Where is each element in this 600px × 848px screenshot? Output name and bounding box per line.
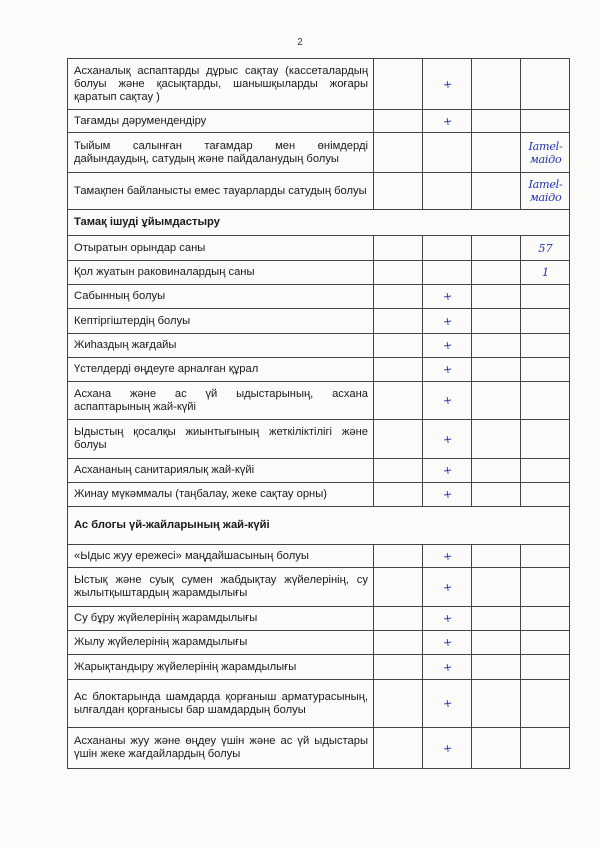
criterion-text: Асханалық аспаптарды дұрыс сақтау (кассеталардың болуы және қасықтарды, шанышқыларды жоғары қаратып сақтау ): [68, 59, 374, 110]
handwritten-note: Iamel-маiдо: [521, 133, 570, 173]
criterion-text: Асхананы жуу және өңдеу үшін және ас үй ыдыстары үшін жеке жағдайлардың болуы: [68, 728, 374, 769]
criterion-text: Отыратын орындар саны: [68, 236, 374, 261]
empty-cell: [374, 309, 423, 334]
checkmark-cell: [423, 655, 472, 680]
checklist-row: [68, 173, 570, 210]
empty-cell: [374, 680, 423, 728]
empty-cell: [521, 607, 570, 631]
empty-cell: [472, 285, 521, 309]
checklist-row: [68, 459, 570, 483]
empty-cell: [374, 59, 423, 110]
section-title: Ас блогы үй-жайларының жай-күйі: [68, 507, 570, 545]
empty-cell: [472, 309, 521, 334]
empty-cell: [374, 568, 423, 607]
checklist-row: [68, 382, 570, 420]
handwritten-plus-mark: +: [441, 463, 454, 478]
handwritten-count: 57: [521, 236, 570, 261]
handwritten-plus-mark: +: [441, 696, 454, 711]
empty-cell: [472, 459, 521, 483]
empty-cell: [374, 133, 423, 173]
empty-cell: [374, 261, 423, 285]
checkmark-cell: [423, 607, 472, 631]
empty-cell: [472, 173, 521, 210]
empty-cell: [374, 631, 423, 655]
criterion-text: Сабынның болуы: [68, 285, 374, 309]
checklist-row: [68, 59, 570, 110]
section-title: Тамақ ішуді ұйымдастыру: [68, 210, 570, 236]
checklist-row: [68, 680, 570, 728]
checkmark-cell: [423, 483, 472, 507]
criterion-text: Ыдыстың қосалқы жиынтығының жеткіліктілігі және болуы: [68, 420, 374, 459]
checklist-row: [68, 133, 570, 173]
empty-cell: [472, 483, 521, 507]
checkmark-cell: [423, 59, 472, 110]
empty-cell: [472, 728, 521, 769]
checklist-row: [68, 334, 570, 358]
inspection-checklist-table: [67, 58, 570, 769]
section-header-row: [68, 507, 570, 545]
checkmark-cell: [423, 568, 472, 607]
checkmark-cell: [423, 334, 472, 358]
checkmark-cell: [423, 631, 472, 655]
section-header-row: [68, 210, 570, 236]
criterion-text: Жиһаздың жағдайы: [68, 334, 374, 358]
handwritten-plus-mark: +: [441, 431, 454, 447]
empty-cell: [374, 236, 423, 261]
empty-cell: [374, 655, 423, 680]
criterion-text: Асхана және ас үй ыдыстарының, асхана аспаптарының жай-күйі: [68, 382, 374, 420]
empty-cell: [374, 459, 423, 483]
empty-cell: [472, 358, 521, 382]
empty-cell: [374, 420, 423, 459]
checklist-row: [68, 631, 570, 655]
criterion-text: Ыстық және суық сумен жабдықтау жүйелерінің, су жылытқыштардың жарамдылығы: [68, 568, 374, 607]
empty-cell: [472, 382, 521, 420]
empty-cell: [472, 545, 521, 568]
empty-cell: [374, 382, 423, 420]
empty-cell: [521, 309, 570, 334]
checklist-row: [68, 309, 570, 334]
criterion-text: Ас блоктарында шамдарда қорғаныш арматурасының, ылғалдан қорғанысы бар шамдардың болуы: [68, 680, 374, 728]
criterion-text: Кептіргіштердің болуы: [68, 309, 374, 334]
empty-cell: [521, 420, 570, 459]
criterion-text: Жарықтандыру жүйелерінің жарамдылығы: [68, 655, 374, 680]
handwritten-plus-mark: +: [441, 740, 454, 756]
checklist-row: [68, 110, 570, 133]
checklist-row: [68, 236, 570, 261]
empty-cell: [423, 236, 472, 261]
criterion-text: Тыйым салынған тағамдар мен өнімдерді дайындаудың, сатудың және пайдаланудың болуы: [68, 133, 374, 173]
criterion-text: Жинау мүкәммалы (таңбалау, жеке сақтау орны): [68, 483, 374, 507]
handwritten-count: 1: [521, 261, 570, 285]
checklist-row: [68, 568, 570, 607]
handwritten-plus-mark: +: [441, 289, 454, 304]
checklist-row: [68, 261, 570, 285]
handwritten-plus-mark: +: [441, 113, 454, 129]
empty-cell: [472, 655, 521, 680]
empty-cell: [472, 334, 521, 358]
criterion-text: Асхананың санитариялық жай-күйі: [68, 459, 374, 483]
empty-cell: [374, 358, 423, 382]
checkmark-cell: [423, 382, 472, 420]
empty-cell: [472, 59, 521, 110]
criterion-text: Үстелдерді өңдеуге арналған құрал: [68, 358, 374, 382]
handwritten-plus-mark: +: [441, 313, 454, 329]
checkmark-cell: [423, 728, 472, 769]
checklist-row: [68, 655, 570, 680]
checklist-row: [68, 607, 570, 631]
empty-cell: [521, 545, 570, 568]
handwritten-plus-mark: +: [441, 611, 454, 626]
empty-cell: [521, 382, 570, 420]
empty-cell: [472, 110, 521, 133]
empty-cell: [374, 545, 423, 568]
empty-cell: [472, 680, 521, 728]
empty-cell: [472, 420, 521, 459]
empty-cell: [472, 568, 521, 607]
empty-cell: [374, 285, 423, 309]
empty-cell: [521, 655, 570, 680]
checklist-row: [68, 483, 570, 507]
checkmark-cell: [423, 110, 472, 133]
empty-cell: [521, 483, 570, 507]
page-number: 2: [297, 37, 303, 48]
empty-cell: [521, 59, 570, 110]
checklist-row: [68, 728, 570, 769]
checkmark-cell: [423, 545, 472, 568]
handwritten-plus-mark: +: [441, 579, 454, 595]
checklist-row: [68, 358, 570, 382]
criterion-text: Тағамды дәрумендендіру: [68, 110, 374, 133]
checkmark-cell: [423, 358, 472, 382]
criterion-text: Қол жуатын раковиналардың саны: [68, 261, 374, 285]
empty-cell: [472, 631, 521, 655]
handwritten-plus-mark: +: [441, 393, 454, 408]
empty-cell: [374, 728, 423, 769]
empty-cell: [472, 236, 521, 261]
empty-cell: [472, 607, 521, 631]
empty-cell: [374, 110, 423, 133]
checkmark-cell: [423, 459, 472, 483]
empty-cell: [521, 631, 570, 655]
empty-cell: [423, 133, 472, 173]
handwritten-plus-mark: +: [441, 338, 454, 353]
empty-cell: [472, 261, 521, 285]
checklist-row: [68, 420, 570, 459]
empty-cell: [521, 568, 570, 607]
empty-cell: [521, 358, 570, 382]
criterion-text: Жылу жүйелерінің жарамдылығы: [68, 631, 374, 655]
handwritten-note: Iamel-маiдо: [521, 173, 570, 210]
empty-cell: [521, 728, 570, 769]
empty-cell: [521, 334, 570, 358]
criterion-text: Тамақпен байланысты емес тауарларды сатудың болуы: [68, 173, 374, 210]
handwritten-plus-mark: +: [441, 362, 454, 377]
empty-cell: [521, 285, 570, 309]
checklist-row: [68, 545, 570, 568]
empty-cell: [521, 680, 570, 728]
empty-cell: [374, 334, 423, 358]
criterion-text: «Ыдыс жуу ережесі» маңдайшасының болуы: [68, 545, 374, 568]
checkmark-cell: [423, 309, 472, 334]
empty-cell: [374, 483, 423, 507]
handwritten-plus-mark: +: [441, 548, 454, 564]
empty-cell: [374, 173, 423, 210]
checkmark-cell: [423, 680, 472, 728]
empty-cell: [423, 261, 472, 285]
handwritten-plus-mark: +: [441, 76, 454, 92]
criterion-text: Су бұру жүйелерінің жарамдылығы: [68, 607, 374, 631]
checkmark-cell: [423, 420, 472, 459]
checklist-row: [68, 285, 570, 309]
empty-cell: [374, 607, 423, 631]
empty-cell: [423, 173, 472, 210]
handwritten-plus-mark: +: [441, 659, 454, 675]
checkmark-cell: [423, 285, 472, 309]
empty-cell: [521, 459, 570, 483]
handwritten-plus-mark: +: [441, 487, 454, 502]
empty-cell: [472, 133, 521, 173]
empty-cell: [521, 110, 570, 133]
handwritten-plus-mark: +: [441, 635, 454, 650]
